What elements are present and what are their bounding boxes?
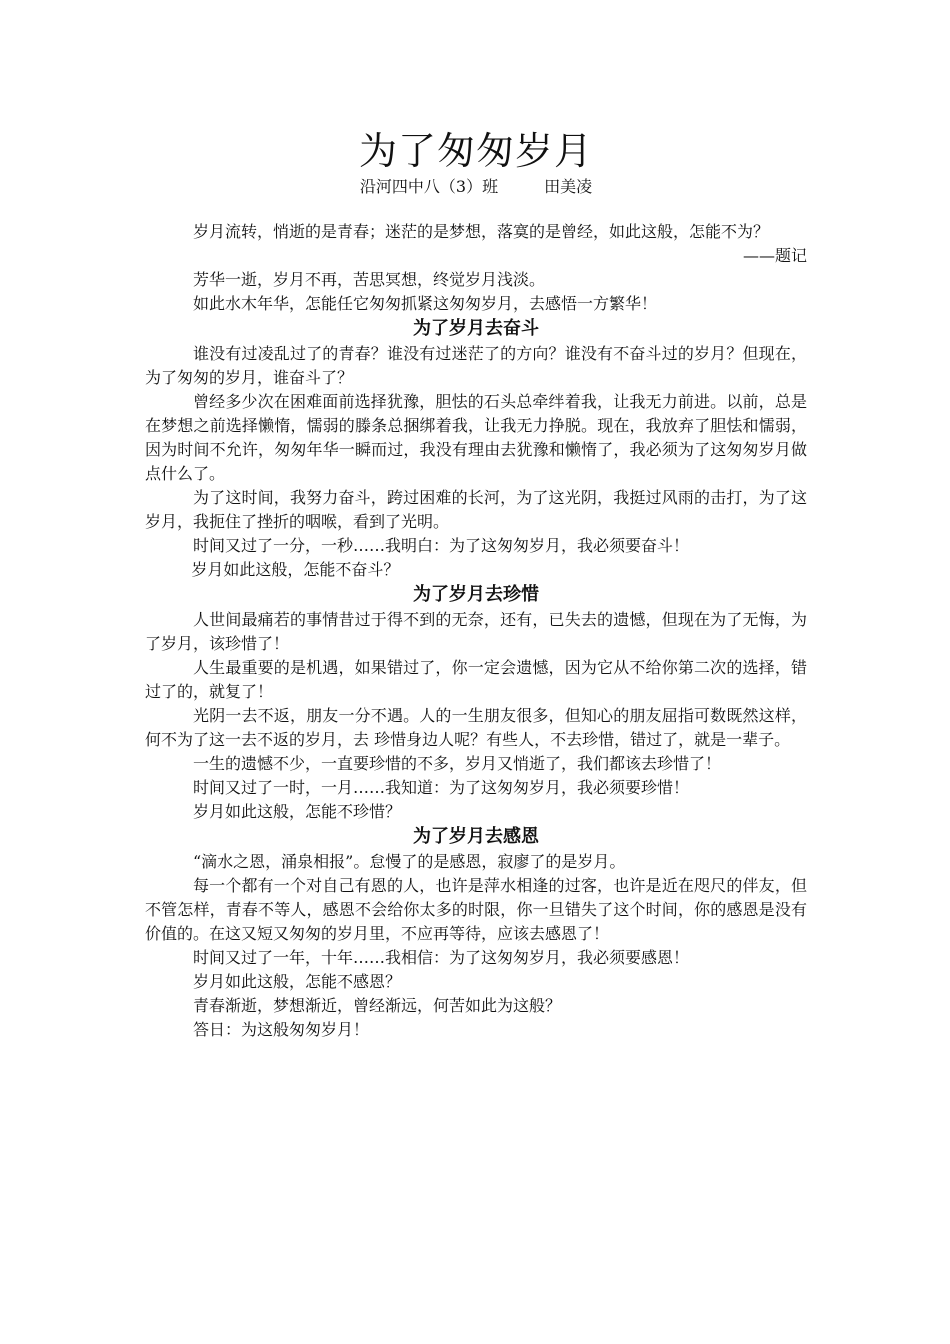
paragraph: 岁月如此这般，怎能不珍惜？ <box>193 802 402 821</box>
author-name: 田美凌 <box>544 177 593 196</box>
intro-paragraph: 如此水木年华，怎能任它匆匆抓紧这匆匆岁月，去感悟一方繁华！ <box>193 294 658 313</box>
paragraph: 谁没有过凌乱过了的青春？谁没有过迷茫了的方向？谁没有不奋斗过的岁月？但现在，为了匆匆的岁月，谁奋斗了？ <box>145 344 807 387</box>
byline <box>145 176 807 198</box>
paragraph: 时间又过了一年，十年……我相信：为了这匆匆岁月，我必须要感恩！ <box>193 948 690 967</box>
paragraph: 人世间最痛若的事情昔过于得不到的无奈，还有，已失去的遗憾，但现在为了无悔，为了岁月，该珍惜了！ <box>145 610 807 653</box>
epigraph-signature: ——题记 <box>742 246 807 265</box>
epigraph: 岁月流转，悄逝的是青春；迷茫的是梦想，落寞的是曾经，如此这般，怎能不为？ <box>193 222 770 241</box>
paragraph: “滴水之恩，涌泉相报”。怠慢了的是感恩，寂廖了的是岁月。 <box>193 852 626 871</box>
paragraph: 岁月如此这般，怎能不奋斗？ <box>191 560 400 579</box>
essay-body <box>145 220 807 1042</box>
paragraph: 人生最重要的是机遇，如果错过了，你一定会遗憾，因为它从不给你第二次的选择，错过了的，就复了！ <box>145 658 807 701</box>
paragraph: 光阴一去不返，朋友一分不遇。人的一生朋友很多，但知心的朋友屈指可数既然这样，何不为了这一去不返的岁月，去 珍惜身边人呢？有些人，不去珍惜，错过了，就是一辈子。 <box>145 706 807 749</box>
intro-paragraph: 芳华一逝，岁月不再，苦思冥想，终觉岁月浅淡。 <box>193 270 546 289</box>
paragraph: 每一个都有一个对自己有恩的人，也许是萍水相逢的过客，也许是近在咫尺的伴友，但不管怎样，青春不等人，感恩不会给你太多的时限，你一旦错失了这个时间，你的感恩是没有价值的。在这又短又匆匆的岁月里，不应再等待，应该去感恩了！ <box>145 876 807 943</box>
paragraph: 一生的遗憾不少，一直要珍惜的不多，岁月又悄逝了，我们都该去珍惜了！ <box>193 754 722 773</box>
school-class: 沿河四中八（3）班 <box>359 177 499 196</box>
section-heading-strive: 为了岁月去奋斗 <box>413 318 539 339</box>
paragraph: 答日：为这般匆匆岁月！ <box>193 1020 370 1039</box>
section-heading-cherish: 为了岁月去珍惜 <box>413 584 539 605</box>
paragraph: 曾经多少次在困难面前选择犹豫，胆怯的石头总牵绊着我，让我无力前进。以前，总是在梦想之前选择懒惰，懦弱的滕条总捆绑着我，让我无力挣脱。现在，我放弃了胆怯和懦弱，因为时间不允许，匆匆年华一瞬而过，我没有理由去犹豫和懒惰了，我必须为了这匆匆岁月做点什么了。 <box>145 392 807 483</box>
paragraph: 青春渐逝，梦想渐近，曾经渐远，何苦如此为这般？ <box>193 996 562 1015</box>
paragraph: 时间又过了一时，一月……我知道：为了这匆匆岁月，我必须要珍惜！ <box>193 778 690 797</box>
paragraph: 为了这时间，我努力奋斗，跨过困难的长河，为了这光阴，我挺过风雨的击打，为了这岁月，我扼住了挫折的咽喉，看到了光明。 <box>145 488 807 531</box>
essay-title: 为了匆匆岁月 <box>358 129 593 173</box>
paragraph: 岁月如此这般，怎能不感恩？ <box>193 972 402 991</box>
section-heading-gratitude: 为了岁月去感恩 <box>413 826 539 847</box>
paragraph: 时间又过了一分，一秒……我明白：为了这匆匆岁月，我必须要奋斗！ <box>193 536 690 555</box>
